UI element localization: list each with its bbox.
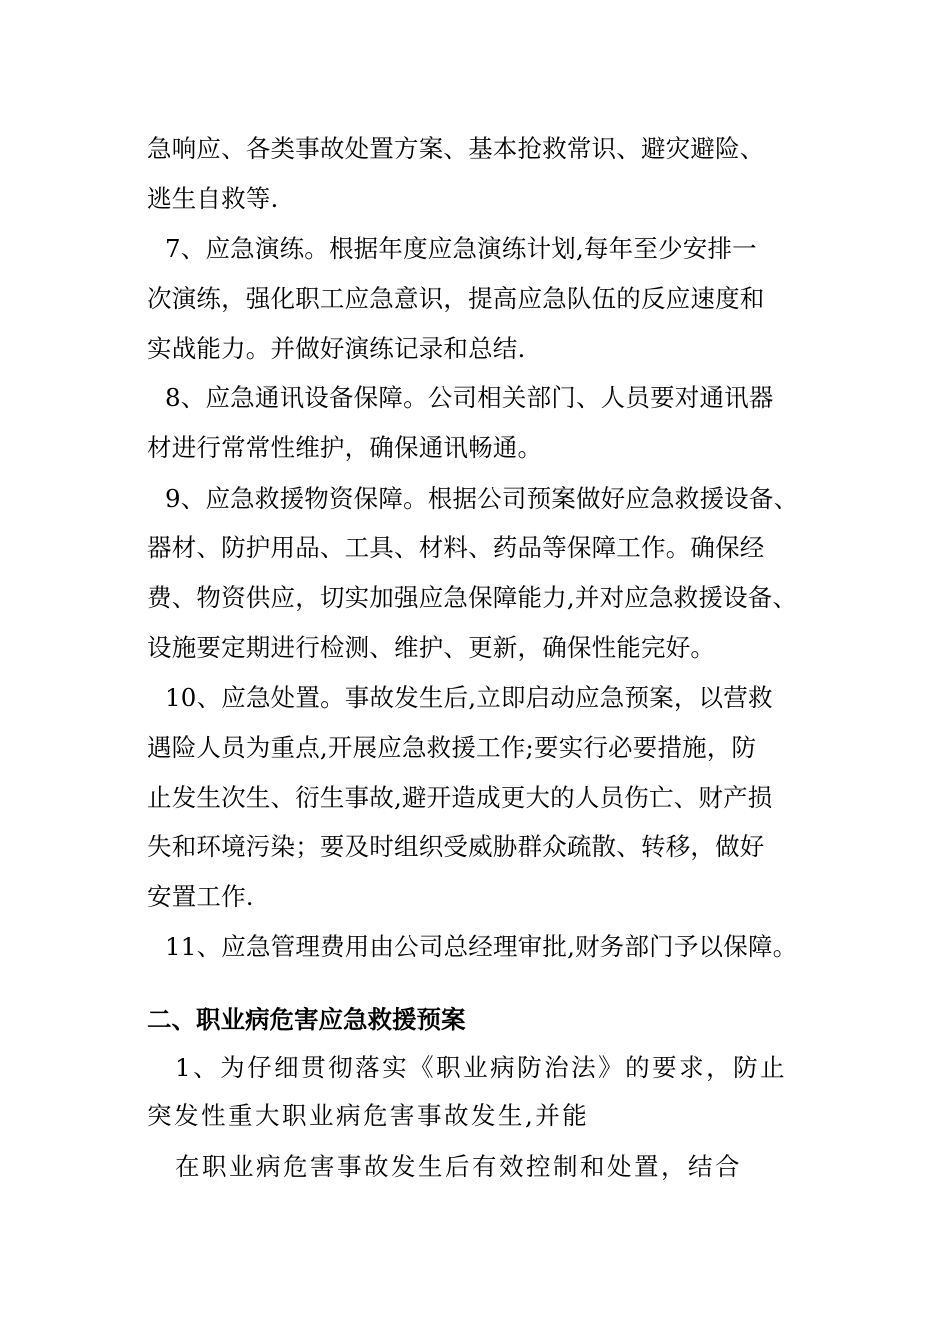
section-heading: 二、职业病危害应急救援预案: [147, 1005, 466, 1034]
paragraph-line: 8、应急通讯设备保障。公司相关部门、人员要对通讯器: [165, 383, 774, 412]
paragraph-line: 遇险人员为重点,开展应急救援工作;要实行必要措施，防: [147, 733, 757, 762]
paragraph-line: 材进行常常性维护，确保通讯畅通。: [147, 433, 543, 462]
paragraph-line: 逃生自救等.: [147, 184, 279, 213]
paragraph-line: 10、应急处置。事故发生后,立即启动应急预案，以营救: [165, 683, 773, 712]
paragraph-line: 1、为仔细贯彻落实《职业病防治法》的要求，防止: [175, 1053, 788, 1082]
paragraph-line: 11、应急管理费用由公司总经理审批,财务部门予以保障。: [165, 932, 798, 961]
paragraph-line: 急响应、各类事故处置方案、基本抢救常识、避灾避险、: [147, 134, 765, 163]
paragraph-line: 次演练，强化职工应急意识，提高应急队伍的反应速度和: [147, 284, 765, 313]
paragraph-line: 7、应急演练。根据年度应急演练计划,每年至少安排一: [165, 234, 757, 263]
paragraph-line: 费、物资供应，切实加强应急保障能力,并对应急救援设备、: [147, 583, 798, 612]
paragraph-line: 9、应急救援物资保障。根据公司预案做好应急救援设备、: [165, 484, 799, 513]
paragraph-line: 设施要定期进行检测、维护、更新，确保性能完好。: [147, 633, 716, 662]
paragraph-line: 安置工作.: [147, 882, 254, 911]
paragraph-line: 实战能力。并做好演练记录和总结.: [147, 334, 526, 363]
paragraph-line: 止发生次生、衍生事故,避开造成更大的人员伤亡、财产损: [147, 783, 773, 812]
paragraph-line: 在职业病危害事故发生后有效控制和处置，结合: [175, 1152, 742, 1181]
paragraph-line: 突发性重大职业病危害事故发生,并能: [147, 1101, 590, 1130]
paragraph-line: 失和环境污染；要及时组织受威胁群众疏散、转移，做好: [147, 832, 765, 861]
paragraph-line: 器材、防护用品、工具、材料、药品等保障工作。确保经: [147, 533, 765, 562]
